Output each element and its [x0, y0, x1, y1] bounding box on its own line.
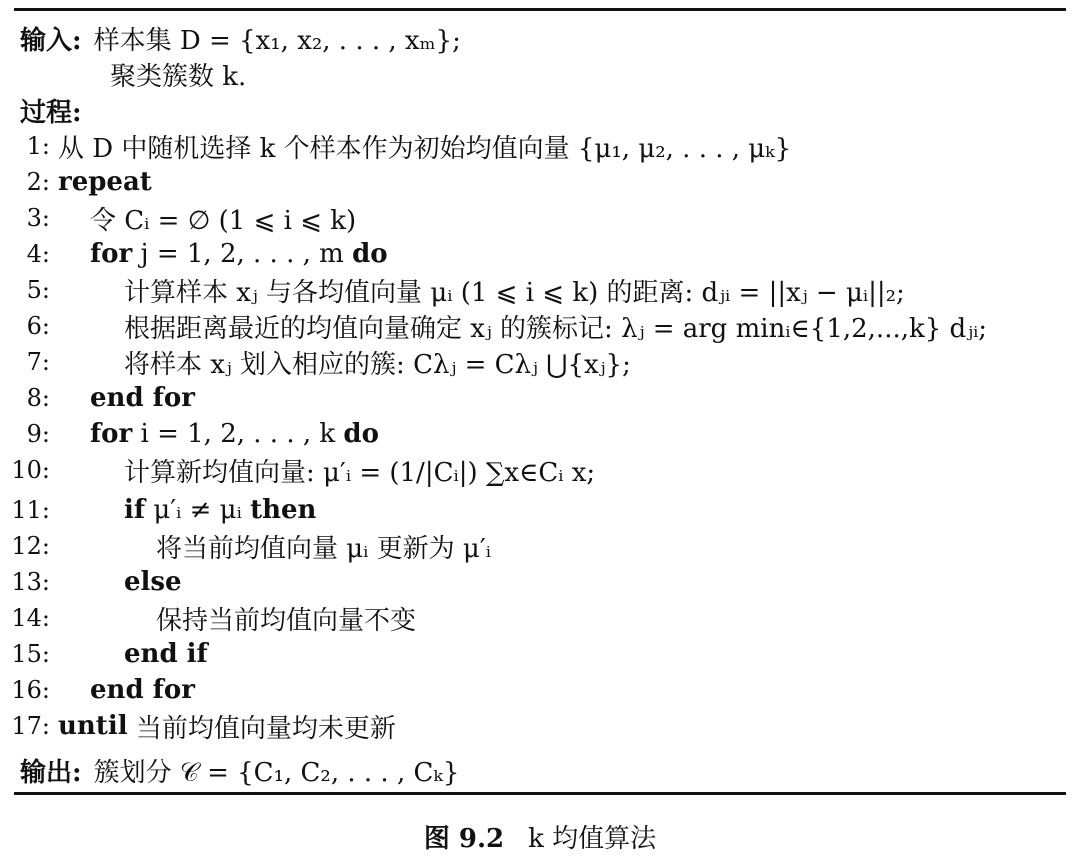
bottom-rule [14, 792, 1066, 795]
output-label: 输出: [20, 757, 82, 788]
step-text: 将样本 xⱼ 划入相应的簇: Cλⱼ = Cλⱼ ⋃{xⱼ}; [124, 349, 631, 380]
line-number: 7: [26, 348, 50, 376]
process-line [20, 92, 82, 128]
step-9 [0, 416, 379, 452]
line-number: 8: [26, 384, 50, 412]
keyword-do: do [352, 239, 388, 269]
line-number: 17: [11, 712, 50, 740]
step-text: μ′ᵢ ≠ μᵢ [145, 495, 251, 525]
step-15 [0, 636, 208, 672]
input-dataset-text: 样本集 D = {x₁, x₂, . . . , xₘ}; [93, 25, 461, 56]
step-text: j = 1, 2, . . . , m [132, 239, 353, 269]
step-text: 计算样本 xⱼ 与各均值向量 μᵢ (1 ⩽ i ⩽ k) 的距离: dⱼᵢ = ||xⱼ − μᵢ||₂; [124, 277, 905, 308]
keyword-repeat: repeat [58, 167, 152, 197]
step-4 [0, 236, 388, 272]
output-line [20, 752, 459, 788]
keyword-end-if: end if [124, 639, 208, 669]
step-8 [0, 380, 195, 416]
step-text: 从 D 中随机选择 k 个样本作为初始均值向量 {μ₁, μ₂, . . . , μₖ} [58, 133, 792, 164]
line-number: 4: [26, 240, 50, 268]
step-text: 保持当前均值向量不变 [156, 605, 417, 636]
line-number: 9: [26, 420, 50, 448]
step-16 [0, 672, 195, 708]
step-10 [0, 452, 595, 488]
step-12 [0, 528, 491, 564]
input-line-1 [20, 20, 461, 56]
figure-caption [0, 818, 1080, 855]
keyword-end-for: end for [90, 675, 195, 705]
keyword-for: for [90, 239, 133, 269]
line-number: 14: [11, 604, 50, 632]
line-number: 2: [26, 168, 50, 196]
keyword-if: if [124, 495, 146, 525]
line-number: 3: [26, 204, 50, 232]
keyword-for: for [90, 419, 133, 449]
step-text: 计算新均值向量: μ′ᵢ = (1/|Cᵢ|) ∑x∈Cᵢ x; [124, 457, 596, 488]
keyword-until: until [58, 711, 128, 741]
step-text: 根据距离最近的均值向量确定 xⱼ 的簇标记: λⱼ = arg minᵢ∈{1,2,...,k} dⱼᵢ; [124, 313, 988, 344]
step-6 [0, 308, 987, 344]
step-3 [0, 200, 356, 236]
keyword-end-for: end for [90, 383, 195, 413]
line-number: 5: [26, 276, 50, 304]
input-label: 输入: [20, 25, 82, 56]
step-1 [0, 128, 791, 164]
step-11 [0, 492, 316, 528]
step-text: 将当前均值向量 μᵢ 更新为 μ′ᵢ [156, 533, 491, 564]
input-line-2 [110, 56, 246, 92]
process-label: 过程: [20, 97, 82, 128]
step-2 [0, 164, 152, 200]
step-text: 当前均值向量均未更新 [127, 713, 396, 744]
top-rule [14, 8, 1066, 11]
line-number: 15: [11, 640, 50, 668]
step-13 [0, 564, 182, 600]
line-number: 1: [26, 132, 50, 160]
caption-label: 图 9.2 [423, 824, 505, 854]
line-number: 10: [11, 456, 50, 484]
line-number: 6: [26, 312, 50, 340]
keyword-do: do [343, 419, 379, 449]
line-number: 12: [11, 532, 50, 560]
keyword-else: else [124, 567, 182, 597]
step-17 [0, 708, 396, 744]
output-text: 簇划分 𝒞 = {C₁, C₂, . . . , Cₖ} [93, 757, 460, 788]
step-text: 令 Cᵢ = ∅ (1 ⩽ i ⩽ k) [90, 205, 357, 236]
input-cluster-count-text: 聚类簇数 k. [110, 61, 247, 92]
line-number: 13: [11, 568, 50, 596]
step-5 [0, 272, 905, 308]
line-number: 16: [11, 676, 50, 704]
caption-text: k 均值算法 [528, 824, 657, 854]
line-number: 11: [11, 496, 50, 524]
step-text: i = 1, 2, . . . , k [132, 419, 344, 449]
step-7 [0, 344, 631, 380]
step-14 [0, 600, 416, 636]
keyword-then: then [250, 495, 317, 525]
